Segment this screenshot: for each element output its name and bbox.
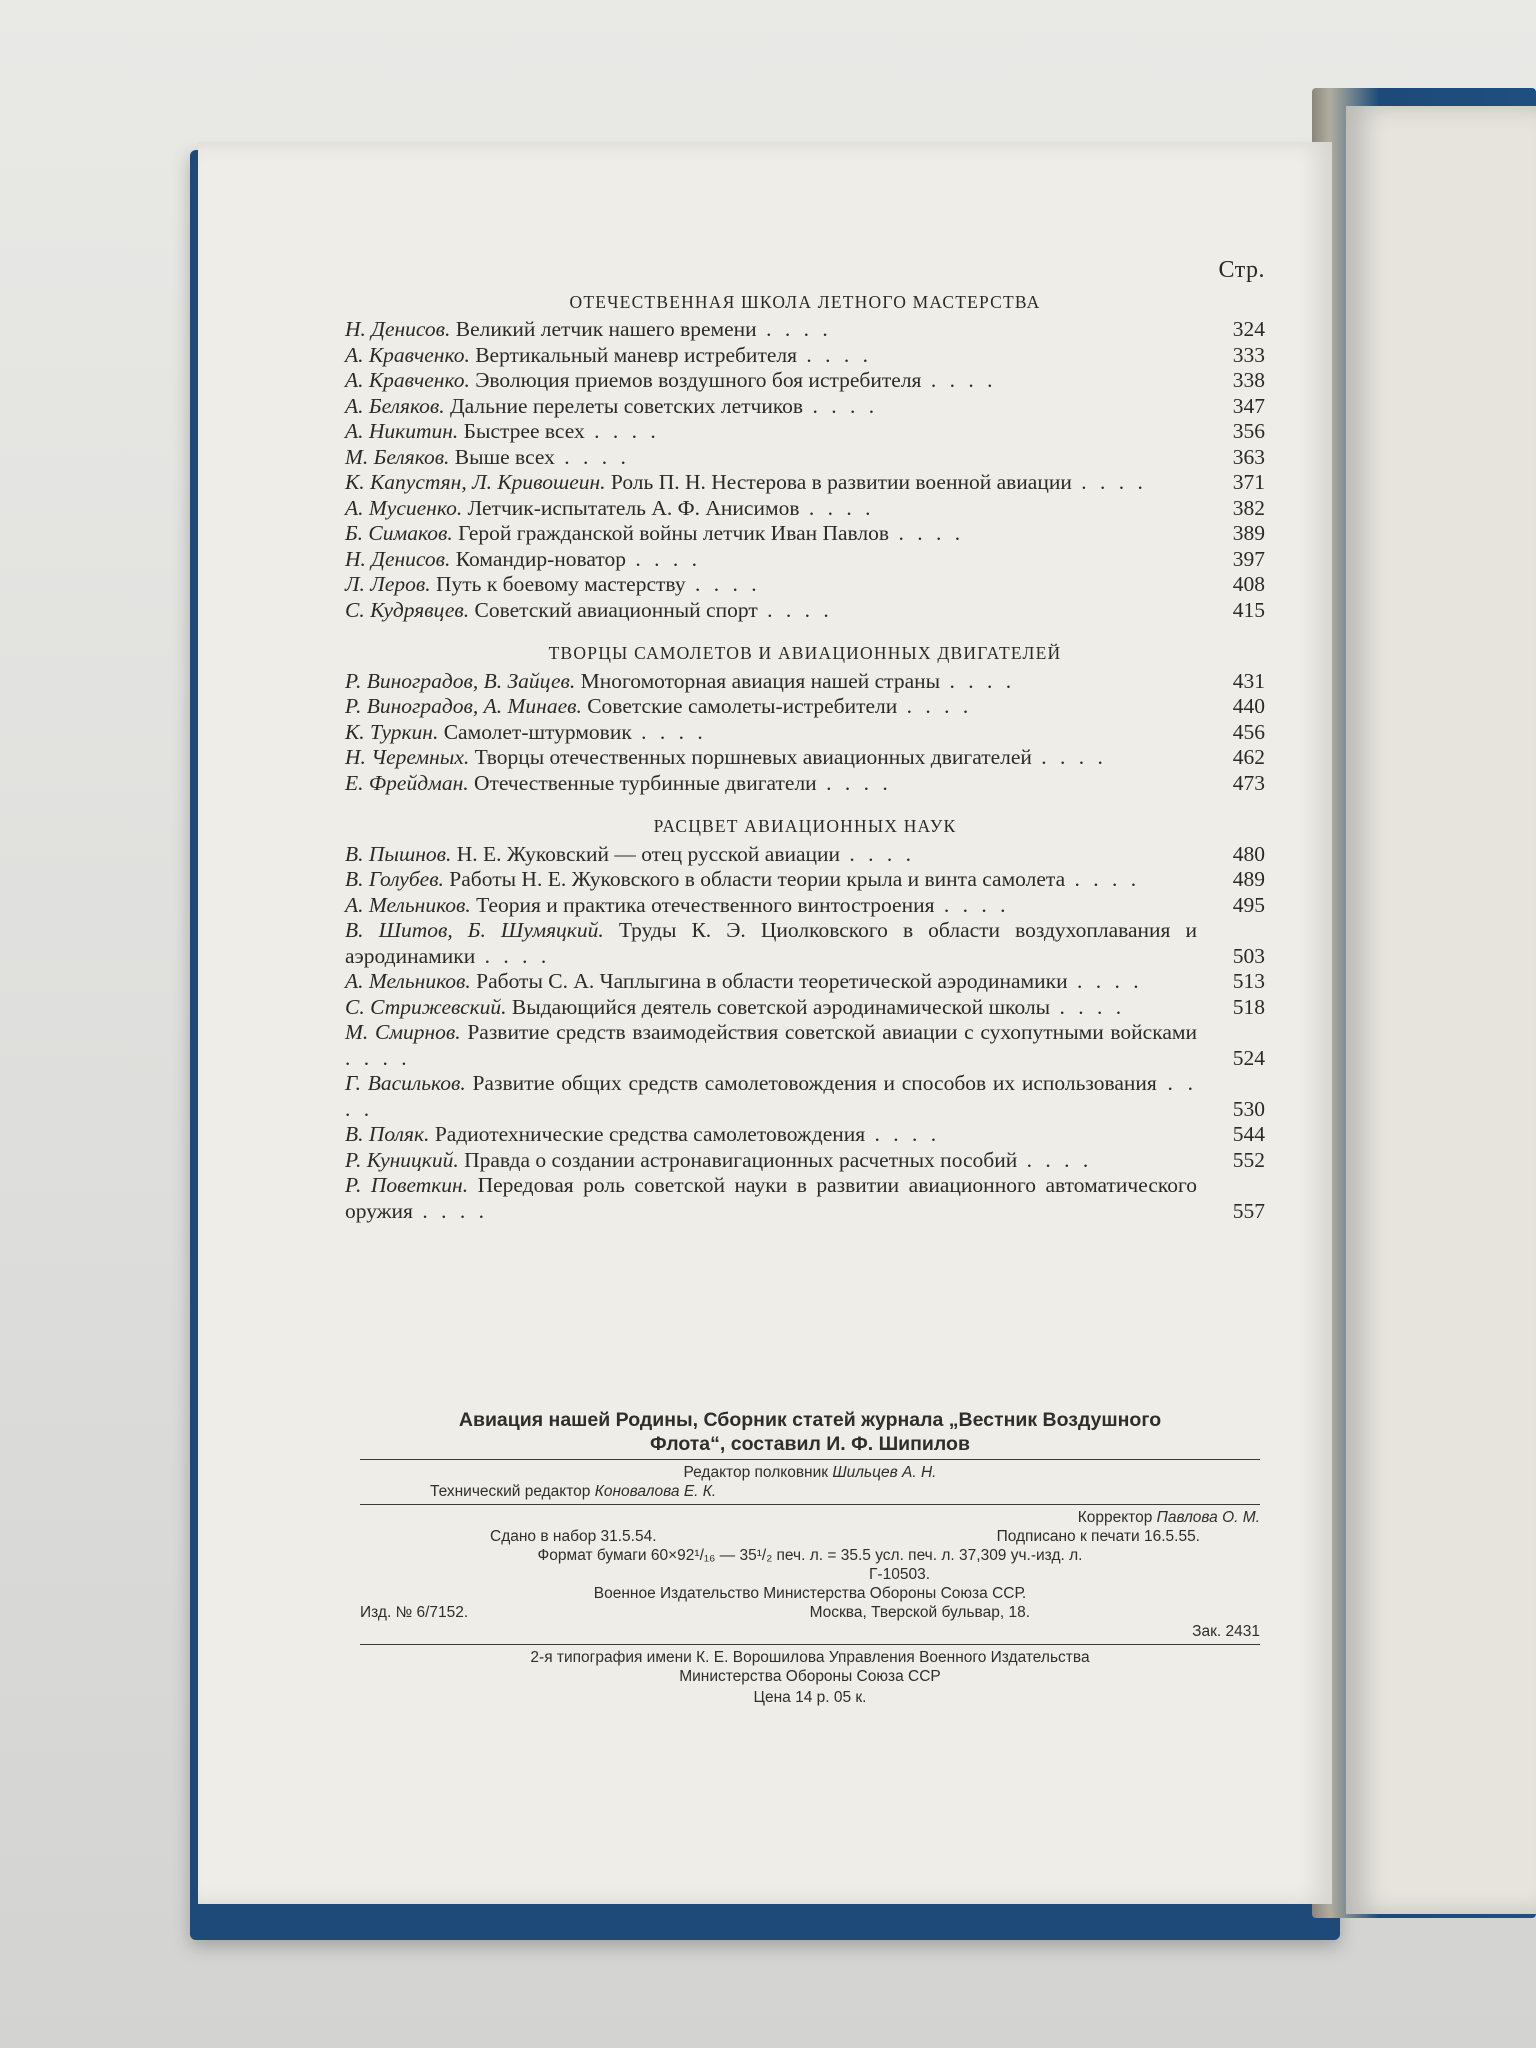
toc-entry-text [345, 394, 1215, 420]
toc-entry-text [345, 445, 1215, 471]
toc-entry-title: Вертикальный маневр истребителя [475, 342, 797, 367]
leader-dots: . . . . [816, 770, 892, 795]
toc-entry-title: Быстрее всех [463, 419, 585, 443]
toc-entry [345, 969, 1265, 995]
toc-entry-page: 397 [1232, 546, 1265, 571]
toc-entry-author: Н. Денисов. [345, 317, 451, 341]
toc-entry-title: Летчик-испытатель А. Ф. Анисимов [467, 495, 800, 520]
publisher-code: Г-10503. [869, 1566, 930, 1583]
toc-entry-page: 480 [1232, 841, 1265, 866]
paper-format: Формат бумаги 60×92¹/₁₆ — 35¹/₂ печ. л. = 35.5 усл. печ. л. 37,309 уч.-изд. л. [537, 1547, 1083, 1564]
toc-entry [345, 521, 1265, 547]
leader-dots: . . . . [1065, 867, 1141, 891]
leader-dots: . . . . [625, 546, 701, 571]
toc-entry-author: Г. Васильков. [345, 1071, 466, 1095]
table-of-contents [345, 258, 1265, 1224]
toc-entry-title: Н. Е. Жуковский — отец русской авиации [456, 841, 841, 866]
toc-entry-author: А. Мельников. [345, 892, 471, 917]
toc-entry-title: Герой гражданской войны летчик Иван Павлов [458, 521, 890, 545]
toc-entry [345, 720, 1265, 746]
toc-entry-text [345, 1020, 1215, 1071]
toc-entry [345, 669, 1265, 695]
toc-entry-title: Передовая роль советской науки в развитии авиационного автоматического оружия [345, 1173, 1197, 1223]
section-gap [345, 796, 1265, 810]
section-title: ТВОРЦЫ САМОЛЕТОВ И АВИАЦИОННЫХ ДВИГАТЕЛЕЙ [548, 643, 1062, 663]
toc-entry-title: Теория и практика отечественного винтостроения [476, 892, 935, 917]
tech-editor-line [360, 1482, 1260, 1501]
toc-entry [345, 445, 1265, 471]
toc-entry-page: 408 [1232, 572, 1265, 596]
toc-entry-text [345, 1071, 1215, 1122]
printer-line1: 2-я типография имени К. Е. Ворошилова Управления Военного Издательства [530, 1649, 1090, 1666]
toc-entry-title: Работы С. А. Чаплыгина в области теоретической аэродинамики [476, 969, 1068, 993]
toc-entry-text [345, 771, 1215, 797]
proofreader-line [360, 1508, 1260, 1527]
typeset-date: Сдано в набор 31.5.54. [490, 1528, 657, 1545]
toc-entry-author: Н. Черемных. [345, 745, 470, 769]
toc-entry [345, 317, 1265, 343]
leader-dots: . . . . [797, 342, 872, 367]
toc-entry-page: 513 [1232, 969, 1265, 993]
toc-entry-title: Радиотехнические средства самолетовождения [434, 1122, 866, 1146]
toc-entry-page: 462 [1232, 745, 1265, 769]
toc-entry [345, 368, 1265, 394]
tech-editor-label: Технический редактор [430, 1483, 591, 1500]
leader-dots: . . . . [1067, 969, 1143, 993]
toc-entry-text [345, 842, 1215, 868]
toc-entry-author: К. Туркин. [345, 719, 439, 744]
toc-entry-page: 347 [1232, 393, 1265, 418]
editor-label: Редактор полковник [683, 1464, 829, 1481]
leader-dots: . . . . [412, 1198, 488, 1223]
imprint-title-line2: Флота“, составил И. Ф. Шипилов [650, 1433, 970, 1455]
toc-entry [345, 470, 1265, 496]
toc-entry [345, 343, 1265, 369]
toc-entry-page: 544 [1232, 1122, 1265, 1146]
toc-entry-text [345, 969, 1215, 995]
toc-entry-text [345, 1148, 1215, 1174]
toc-entry-author: В. Пышнов. [345, 841, 452, 866]
toc-entry [345, 694, 1265, 720]
toc-entry-author: Р. Виноградов, В. Зайцев. [345, 668, 576, 693]
leader-dots: . . . . [1031, 745, 1107, 769]
toc-entry-text [345, 918, 1215, 969]
leader-dots: . . . . [1050, 994, 1126, 1019]
toc-entry-title: Развитие средств взаимодействия советской авиации с сухопутными войсками [467, 1020, 1197, 1044]
toc-entry [345, 394, 1265, 420]
toc-entry-author: К. Капустян, Л. Кривошеин. [345, 470, 606, 494]
toc-entry-text [345, 720, 1215, 746]
toc-entry [345, 1148, 1265, 1174]
toc-entry-author: А. Мусиенко. [345, 495, 463, 520]
toc-entry-page: 530 [1232, 1096, 1265, 1121]
toc-entry-title: Командир-новатор [455, 546, 626, 571]
printer-line2: Министерства Обороны Союза ССР [679, 1668, 941, 1685]
toc-entry-title: Самолет-штурмовик [443, 719, 632, 744]
toc-entry-text [345, 547, 1215, 573]
toc-entry [345, 995, 1265, 1021]
leader-dots: . . . . [799, 495, 875, 520]
toc-entry-page: 552 [1232, 1147, 1265, 1172]
toc-entry-page: 324 [1232, 317, 1265, 341]
izd-line [360, 1603, 1260, 1622]
toc-entry-page: 440 [1232, 694, 1265, 718]
toc-entry [345, 496, 1265, 522]
toc-entry-title: Путь к боевому мастерству [436, 572, 686, 596]
toc-entry-author: М. Беляков. [345, 444, 450, 469]
toc-entry-text [345, 1122, 1215, 1148]
toc-entry [345, 1071, 1265, 1122]
section-title: РАСЦВЕТ АВИАЦИОННЫХ НАУК [653, 816, 957, 836]
leader-dots: . . . . [940, 668, 1016, 693]
leader-dots: . . . . [1017, 1147, 1093, 1172]
toc-entry [345, 745, 1265, 771]
toc-entry-text [345, 343, 1215, 369]
right-page [1346, 106, 1536, 1914]
section-title: ОТЕЧЕСТВЕННАЯ ШКОЛА ЛЕТНОГО МАСТЕРСТВА [569, 291, 1041, 312]
section-gap [345, 623, 1265, 637]
toc-entry-page: 431 [1232, 668, 1265, 693]
toc-entry-title: Труды К. Э. Циолковского в области воздухоплавания и аэродинамики [345, 918, 1198, 968]
leader-dots: . . . . [685, 572, 761, 596]
toc-entry-author: В. Голубев. [345, 867, 444, 891]
leader-dots: . . . . [934, 892, 1010, 917]
toc-entry [345, 598, 1265, 624]
toc-entry [345, 547, 1265, 573]
toc-entry-author: С. Стрижевский. [345, 994, 507, 1019]
toc-entry-text [345, 893, 1215, 919]
leader-dots: . . . . [897, 694, 973, 718]
toc-entry [345, 1122, 1265, 1148]
toc-entry-title: Правда о создании астронавигационных расчетных пособий [464, 1147, 1018, 1172]
toc-sections [345, 290, 1265, 1225]
toc-entry-title: Многомоторная авиация нашей страны [580, 668, 941, 693]
toc-entry-title: Развитие общих средств самолетовождения и способов их использования [472, 1071, 1157, 1095]
toc-entry [345, 771, 1265, 797]
toc-entry-title: Советский авиационный спорт [474, 597, 758, 622]
leader-dots: . . . . [757, 597, 833, 622]
toc-entry-page: 495 [1232, 892, 1265, 917]
toc-entry-text [345, 1173, 1215, 1224]
proofreader-name: Павлова О. М. [1156, 1509, 1260, 1526]
toc-entry-page: 415 [1232, 597, 1265, 622]
toc-entry [345, 842, 1265, 868]
toc-entry-page: 557 [1232, 1198, 1265, 1223]
toc-entry-page: 518 [1232, 994, 1265, 1019]
leader-dots: . . . . [1071, 470, 1147, 494]
toc-entry [345, 419, 1265, 445]
divider [360, 1644, 1260, 1645]
toc-entry-author: Е. Фрейдман. [345, 770, 469, 795]
toc-entry-title: Дальние перелеты советских летчиков [450, 393, 804, 418]
divider [360, 1504, 1260, 1505]
toc-entry-text [345, 745, 1215, 771]
order-number: Зак. 2431 [1192, 1623, 1260, 1640]
publisher-name: Военное Издательство Министерства Обороны Союза ССР. [593, 1585, 1027, 1602]
toc-entry-text [345, 419, 1215, 445]
leader-dots: . . . . [865, 1122, 941, 1146]
toc-entry-title: Отечественные турбинные двигатели [473, 770, 817, 795]
toc-entry-author: Б. Симаков. [345, 521, 453, 545]
toc-entry-page: 371 [1232, 470, 1265, 494]
divider [360, 1459, 1260, 1460]
toc-entry-text [345, 867, 1215, 893]
leader-dots: . . . . [584, 419, 660, 443]
toc-entry-page: 489 [1232, 867, 1265, 891]
toc-entry-page: 333 [1232, 342, 1265, 367]
toc-entry-text [345, 694, 1215, 720]
imprint-title-line1: Авиация нашей Родины, Сборник статей журнала „Вестник Воздушного [458, 1409, 1162, 1431]
toc-entry-text [345, 470, 1215, 496]
toc-entry-author: С. Кудрявцев. [345, 597, 470, 622]
leader-dots: . . . . [475, 943, 551, 968]
izd-number: Изд. № 6/7152. [360, 1604, 469, 1621]
toc-entry-page: 389 [1232, 521, 1265, 545]
toc-entry-text [345, 572, 1215, 598]
page-column-label: Стр. [1218, 257, 1265, 283]
tech-editor-name: Коновалова Е. К. [594, 1483, 717, 1500]
leader-dots: . . . . [921, 368, 997, 392]
toc-entry-text [345, 496, 1215, 522]
toc-entry-author: А. Беляков. [345, 393, 445, 418]
toc-entry [345, 572, 1265, 598]
toc-entry-page: 503 [1232, 943, 1265, 968]
toc-entry-text [345, 995, 1215, 1021]
price: Цена 14 р. 05 к. [753, 1689, 867, 1706]
leader-dots: . . . . [889, 521, 965, 545]
toc-entry-title: Выдающийся деятель советской аэродинамической школы [511, 994, 1051, 1019]
toc-entry-author: Р. Поветкин. [345, 1173, 469, 1197]
toc-entry-author: В. Поляк. [345, 1122, 430, 1146]
toc-entry-author: А. Никитин. [345, 419, 459, 443]
toc-entry-author: А. Кравченко. [345, 368, 470, 392]
toc-entry [345, 918, 1265, 969]
toc-entry-page: 363 [1232, 444, 1265, 469]
toc-entry-author: М. Смирнов. [345, 1020, 461, 1044]
leader-dots: . . . . [554, 444, 630, 469]
toc-entry-title: Творцы отечественных поршневых авиационных двигателей [474, 745, 1032, 769]
toc-entry-page: 356 [1232, 419, 1265, 443]
toc-entry-page: 473 [1232, 770, 1265, 795]
toc-entry [345, 1020, 1265, 1071]
toc-entry-author: Р. Куницкий. [345, 1147, 459, 1172]
toc-entry-author: Л. Леров. [345, 572, 431, 596]
toc-entry-page: 382 [1232, 495, 1265, 520]
publisher-address: Москва, Тверской бульвар, 18. [809, 1604, 1030, 1621]
leader-dots: . . . . [840, 841, 916, 866]
leader-dots: . . . . [803, 393, 879, 418]
leader-dots: . . . . [345, 1045, 411, 1070]
toc-entry-text [345, 521, 1215, 547]
toc-entry-author: А. Кравченко. [345, 342, 470, 367]
toc-entry-title: Роль П. Н. Нестерова в развитии военной авиации [610, 470, 1072, 494]
toc-entry-text [345, 669, 1215, 695]
toc-entry [345, 1173, 1265, 1224]
dates-line [360, 1527, 1260, 1546]
toc-entry-page: 524 [1232, 1045, 1265, 1070]
toc-entry [345, 893, 1265, 919]
leader-dots: . . . . [345, 1071, 1197, 1121]
imprint [360, 1408, 1260, 1707]
toc-entry-page: 338 [1232, 368, 1265, 392]
toc-entry-text [345, 317, 1215, 343]
toc-entry-author: А. Мельников. [345, 969, 471, 993]
editor-name: Шильцев А. Н. [832, 1464, 937, 1481]
toc-entry [345, 867, 1265, 893]
toc-entry-page: 456 [1232, 719, 1265, 744]
leader-dots: . . . . [756, 317, 832, 341]
proofreader-label: Корректор [1077, 1509, 1153, 1526]
toc-entry-author: Н. Денисов. [345, 546, 451, 571]
leader-dots: . . . . [631, 719, 707, 744]
toc-entry-title: Советские самолеты-истребители [587, 694, 898, 718]
toc-entry-title: Выше всех [454, 444, 555, 469]
toc-entry-author: В. Шитов, Б. Шумяцкий. [345, 918, 604, 942]
toc-entry-title: Работы Н. Е. Жуковского в области теории крыла и винта самолета [449, 867, 1066, 891]
toc-entry-text [345, 598, 1215, 624]
toc-entry-author: Р. Виноградов, А. Минаев. [345, 694, 582, 718]
toc-entry-title: Великий летчик нашего времени [455, 317, 757, 341]
toc-entry-title: Эволюция приемов воздушного боя истребителя [475, 368, 922, 392]
toc-entry-text [345, 368, 1215, 394]
signed-date: Подписано к печати 16.5.55. [996, 1528, 1200, 1545]
editor-line [360, 1463, 1260, 1482]
